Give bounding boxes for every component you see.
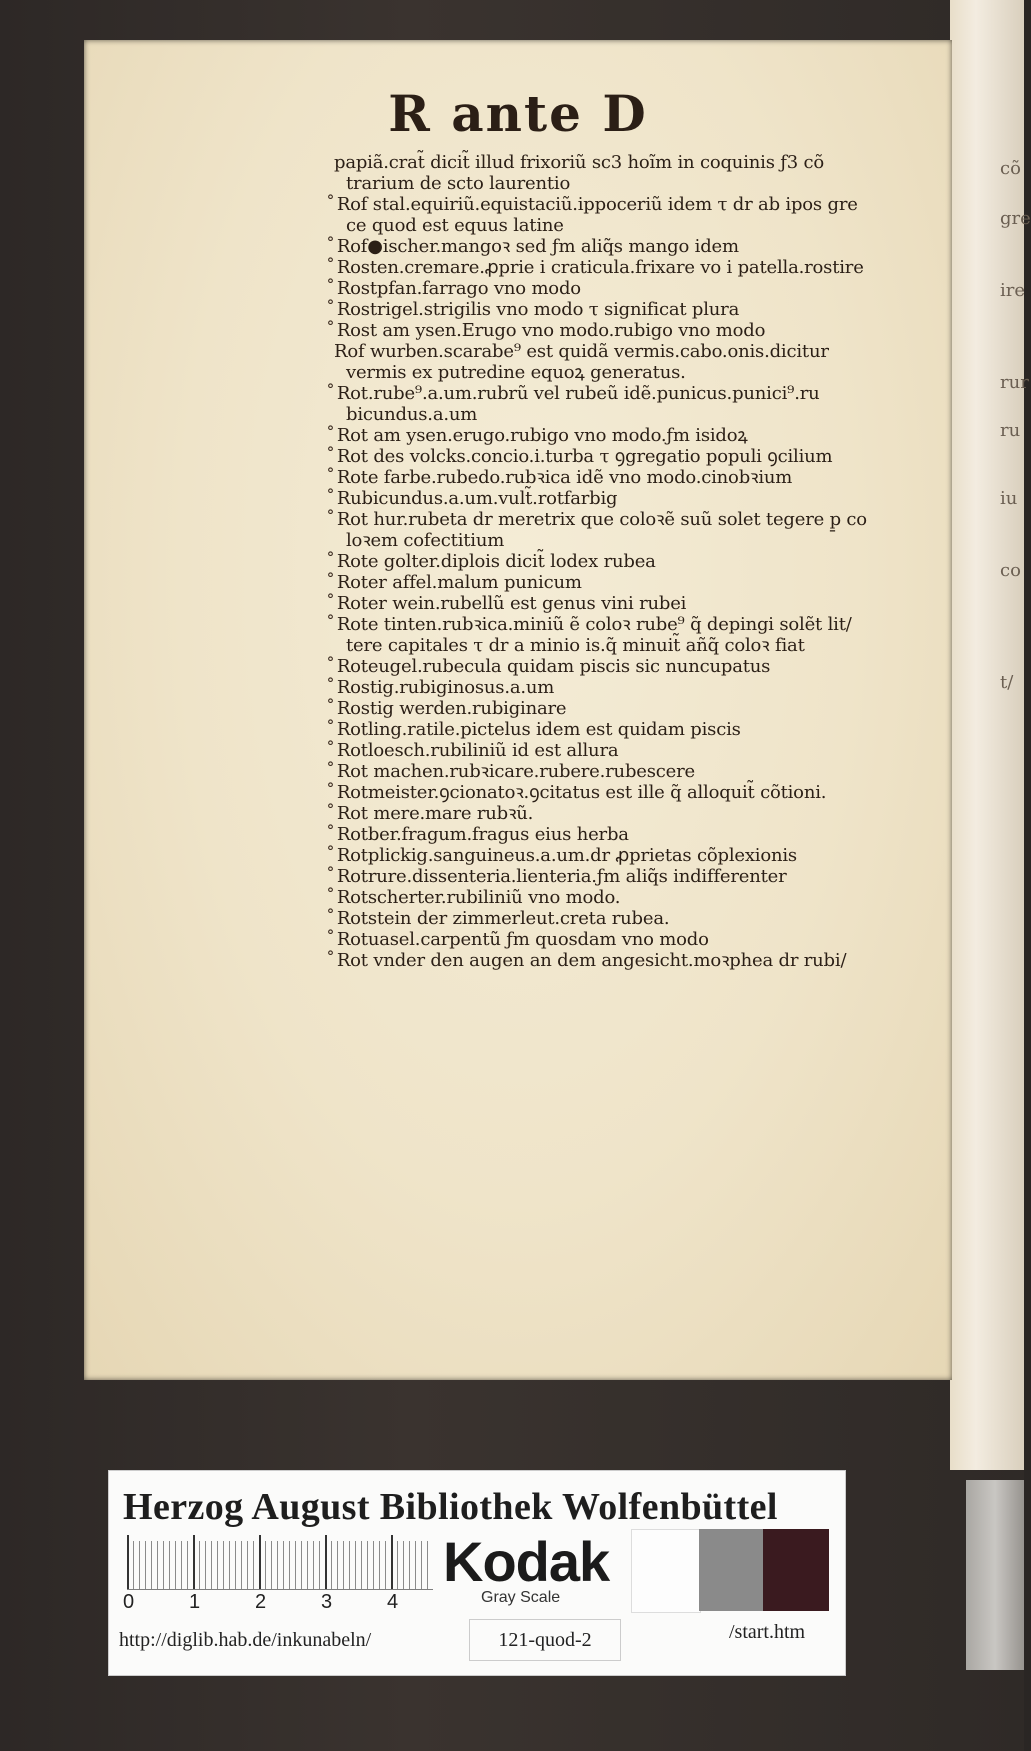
text-line: loꝛem cofectitium	[346, 530, 505, 551]
library-card	[108, 1470, 846, 1676]
edge-glyph: co	[1000, 560, 1021, 581]
text-line: ˚ Roter wein.rubellũ est genus vini rubei	[334, 593, 914, 614]
text-line: ˚ Rubicundus.a.um.vult̃.rotfarbig	[334, 488, 914, 509]
text-line: ˚ Rostrigel.strigilis vno modo τ significat plura	[334, 299, 914, 320]
text-line: vermis ex putredine equoꝝ generatus.	[346, 362, 686, 383]
text-line: ˚ Rote golter.diplois dicit̃ lodex rubea	[334, 551, 914, 572]
text-line: ˚ Rof●ischer.mangoꝛ sed ƒm aliq̃s mango idem	[334, 236, 914, 257]
text-line: ˚ Rotmeister.ꝯcionatoꝛ.ꝯcitatus est ille q̃ alloquit̃ cõtioni.	[334, 782, 914, 803]
edge-glyph: ire	[1000, 280, 1026, 301]
edge-glyph: gre	[1000, 208, 1031, 229]
text-line: ˚ Roter affel.malum punicum	[334, 572, 914, 593]
ruler-number: 1	[189, 1591, 201, 1613]
text-line: ˚ Rostig.rubiginosus.a.um	[334, 677, 914, 698]
text-line: ˚ Rot des volcks.concio.i.turba τ ꝯgregatio populi ꝯcilium	[334, 446, 914, 467]
text-line: ce quod est equus latine	[346, 215, 564, 236]
edge-glyph: iu	[1000, 488, 1018, 509]
gray-patch	[966, 1480, 1024, 1670]
text-line: ˚ Rotloesch.rubiliniũ id est allura	[334, 740, 914, 761]
text-line: ˚ Rost am ysen.Erugo vno modo.rubigo vno modo	[334, 320, 914, 341]
text-line: ˚ Rotstein der zimmerleut.creta rubea.	[334, 908, 914, 929]
text-line: ˚ Rot hur.rubeta dr meretrix que coloꝛẽ suũ solet tegere p̱ co	[334, 509, 914, 530]
swatch-dark	[763, 1529, 829, 1611]
text-line: ˚ Rotber.fragum.fragus eius herba	[334, 824, 914, 845]
text-line: ˚ Rosten.cremare.ꝓprie i craticula.frixare vo i patella.rostire	[334, 257, 914, 278]
gray-scale-label: Gray Scale	[481, 1589, 561, 1606]
text-line: bicundus.a.um	[346, 404, 478, 425]
edge-glyph: cõ	[1000, 158, 1021, 179]
ruler-number: 0	[123, 1591, 135, 1613]
text-line: ˚ Rotplickig.sanguineus.a.um.dr ꝓprietas cõplexionis	[334, 845, 914, 866]
ruler-major-tick	[127, 1535, 129, 1589]
text-line: ˚ Rotrure.dissenteria.lienteria.ƒm aliq̃s indifferenter	[334, 866, 914, 887]
ruler-number: 2	[255, 1591, 267, 1613]
ruler-major-tick	[193, 1535, 195, 1589]
text-line: trarium de scto laurentio	[346, 173, 571, 194]
text-line: ˚ Rote farbe.rubedo.rubꝛica idẽ vno modo.cinobꝛium	[334, 467, 914, 488]
text-line: Rof wurben.scarabe⁹ est quidã vermis.cabo.onis.dicitur	[334, 341, 829, 362]
text-line: ˚ Rostig werden.rubiginare	[334, 698, 914, 719]
text-line: ˚ Rot.rube⁹.a.um.rubrũ vel rubeũ idẽ.punicus.punici⁹.ru	[334, 383, 914, 404]
text-line: ˚ Rote tinten.rubꝛica.miniũ ẽ coloꝛ rube⁹ q̃ depingi solẽt lit/	[334, 614, 914, 635]
text-line: ˚ Rotling.ratile.pictelus idem est quidam piscis	[334, 719, 914, 740]
edge-glyph: rur	[1000, 372, 1029, 393]
text-line: ˚ Rot vnder den augen an dem angesicht.moꝛphea dr rubi/	[334, 950, 914, 971]
swatch-white	[631, 1529, 701, 1613]
ruler-number: 3	[321, 1591, 333, 1613]
text-line: ˚ Roteugel.rubecula quidam piscis sic nuncupatus	[334, 656, 914, 677]
url-left: http://diglib.hab.de/inkunabeln/	[119, 1629, 372, 1651]
text-line: ˚ Rotscherter.rubiliniũ vno modo.	[334, 887, 914, 908]
text-line: ˚ Rostpfan.farrago vno modo	[334, 278, 914, 299]
ruler-scale	[127, 1541, 433, 1590]
ruler-major-tick	[391, 1535, 393, 1589]
kodak-logo: Kodak	[443, 1530, 610, 1593]
text-line: ˚ Rot am ysen.erugo.rubigo vno modo.ƒm isidoꝝ	[334, 425, 914, 446]
ruler-major-tick	[259, 1535, 261, 1589]
edge-glyph: ru	[1000, 420, 1021, 441]
text-line: tere capitales τ dr a minio is.q̃ minuit̃ añq̃ coloꝛ fiat	[346, 635, 805, 656]
text-line: ˚ Rotuasel.carpentũ ƒm quosdam vno modo	[334, 929, 914, 950]
ruler-major-tick	[325, 1535, 327, 1589]
page-text	[334, 152, 914, 971]
edge-glyph: t/	[1000, 672, 1014, 693]
text-line: papiã.crat̃ dicit̃ illud frixoriũ sc3 hoĩm in coquinis ƒ3 cõ	[334, 152, 825, 173]
url-right: /start.htm	[729, 1621, 806, 1643]
text-line: ˚ Rot machen.rubꝛicare.rubere.rubescere	[334, 761, 914, 782]
ruler-number: 4	[387, 1591, 399, 1613]
url-identifier: 121-quod-2	[469, 1619, 621, 1661]
page-header: R ante D	[388, 84, 648, 143]
library-title: Herzog August Bibliothek Wolfenbüttel	[123, 1486, 778, 1528]
text-line: ˚ Rot mere.mare rubꝛũ.	[334, 803, 914, 824]
text-line: ˚ Rof stal.equiriũ.equistaciũ.ippoceriũ idem τ dr ab ipos gre	[334, 194, 914, 215]
swatch-gray	[699, 1529, 763, 1611]
